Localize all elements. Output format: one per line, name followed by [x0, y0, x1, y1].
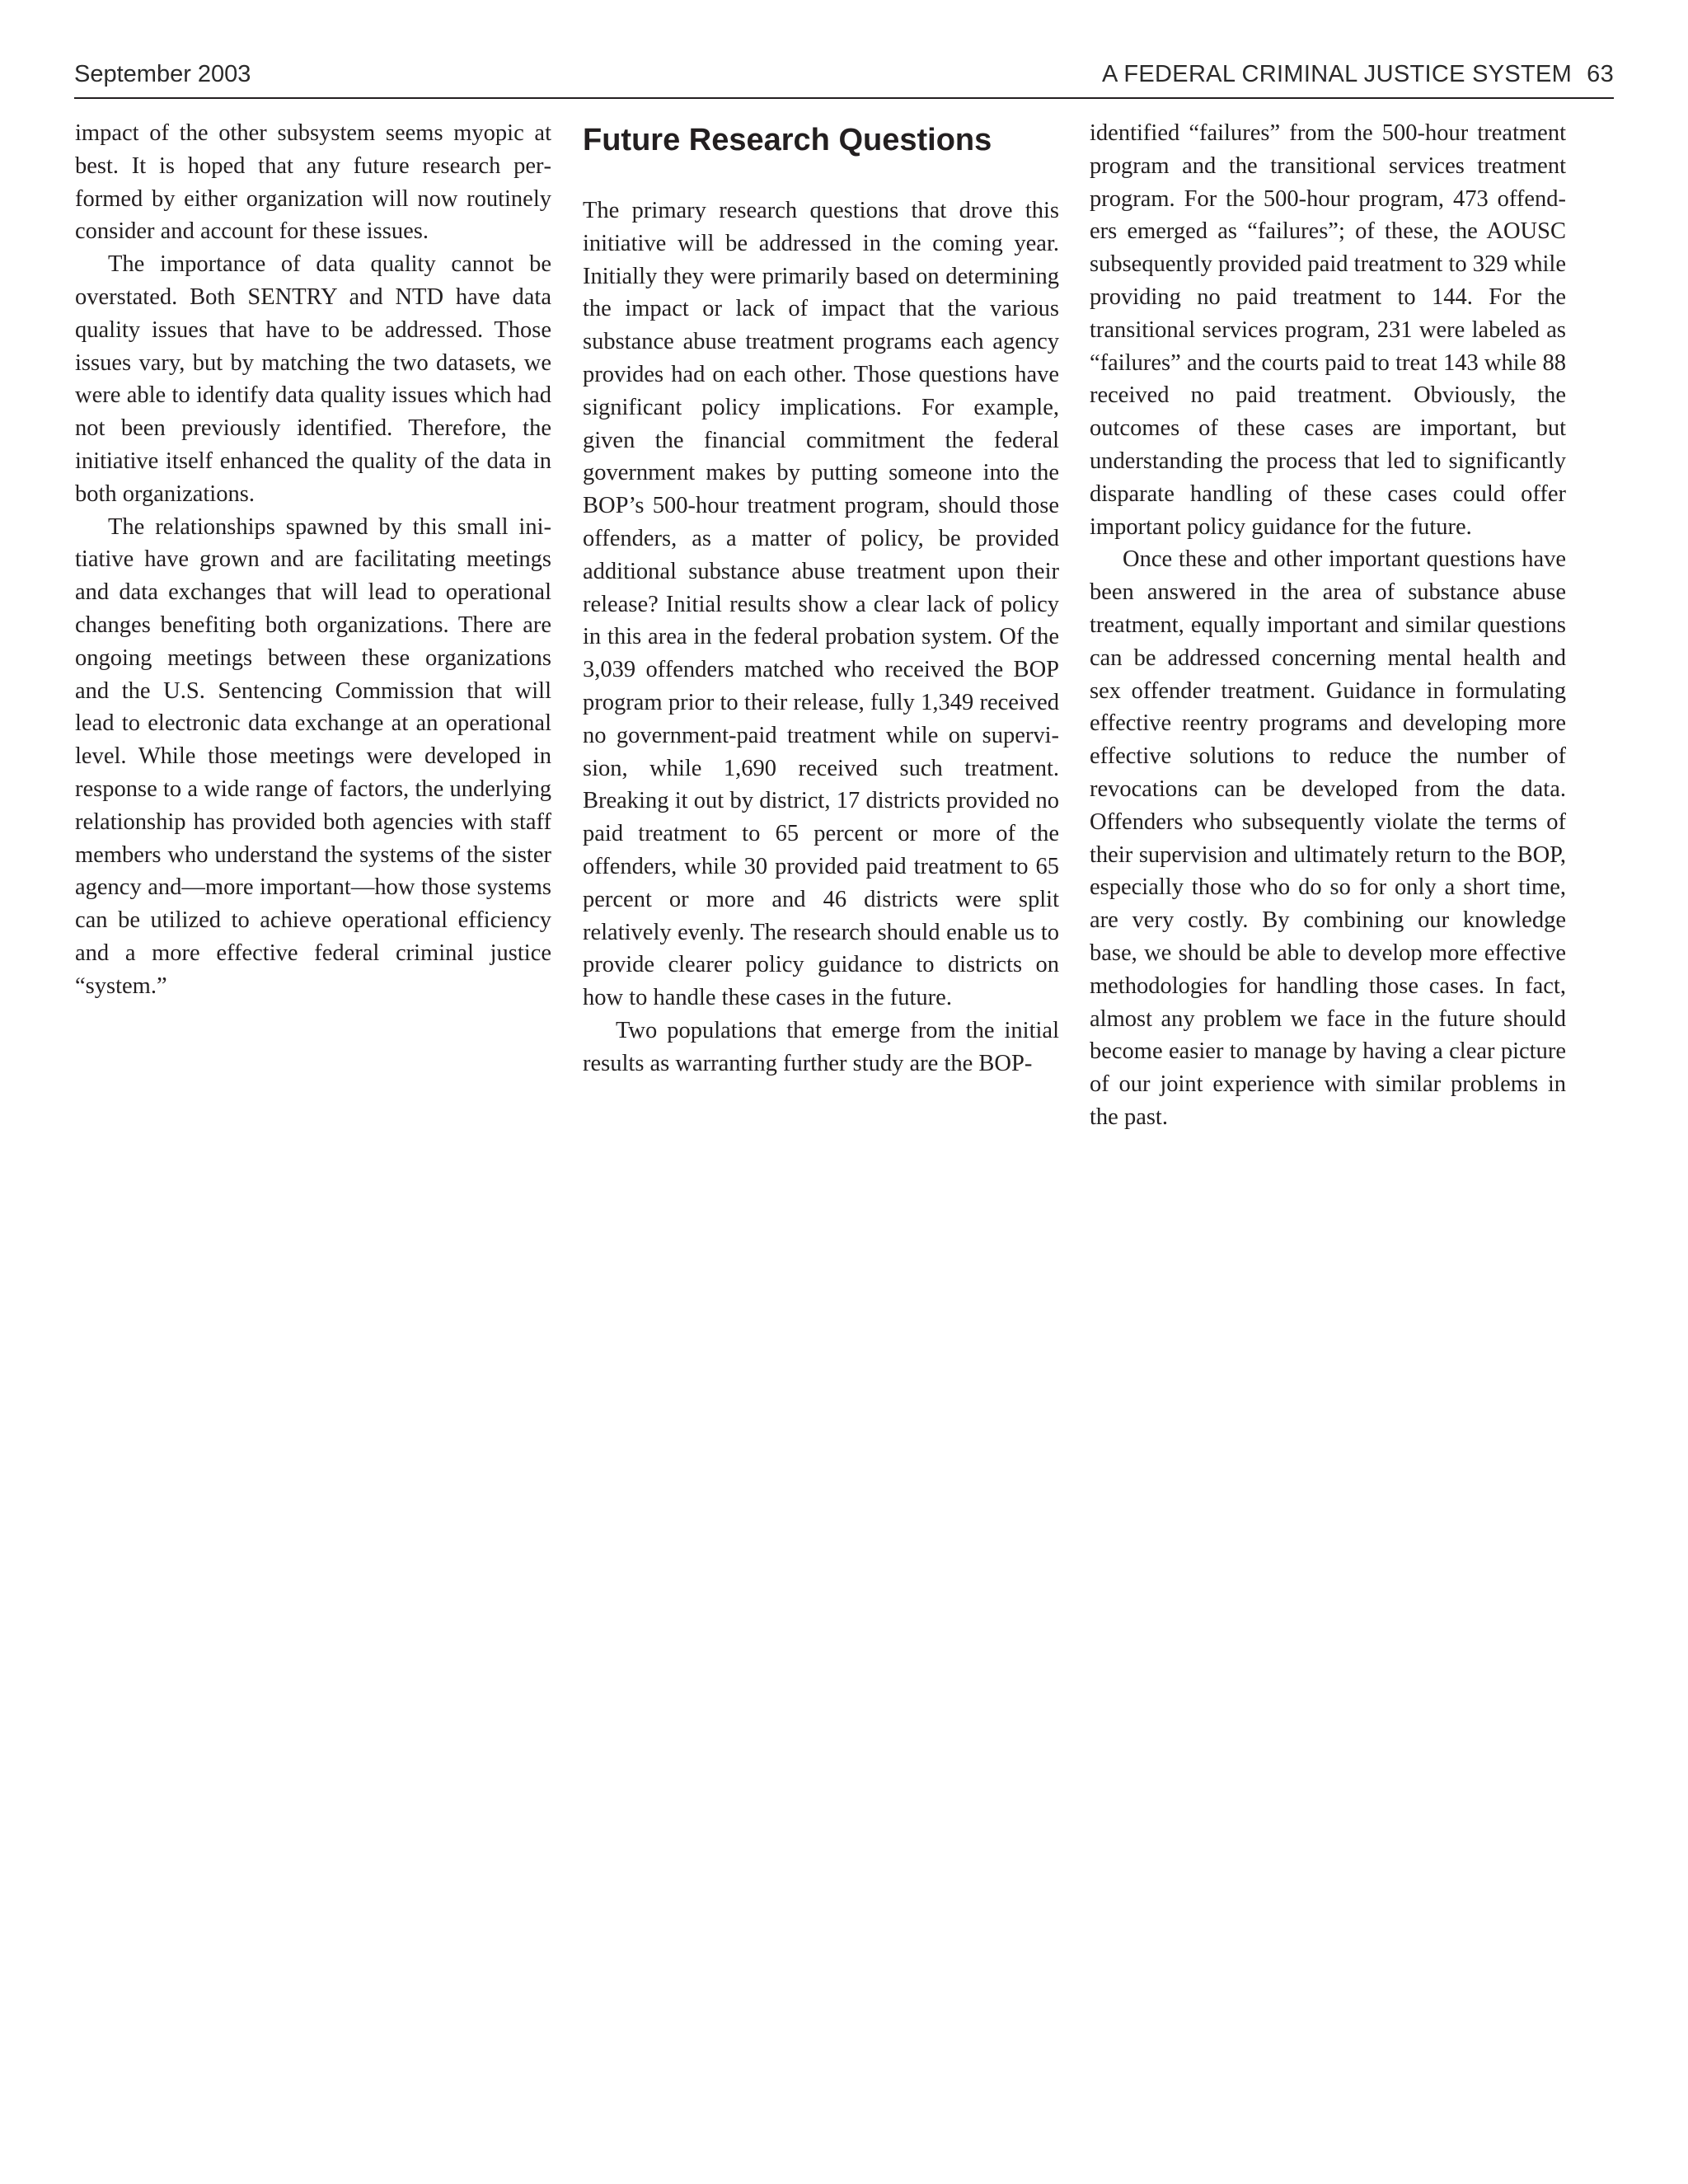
column-2 — [583, 117, 1059, 1080]
page-number: 63 — [1587, 61, 1614, 87]
paragraph: impact of the other subsystem seems myopic at best. It is hoped that any future research performed by either organization will now routinely consider and account for these issues. — [75, 120, 551, 245]
paragraph: The relationships spawned by this small initiative have grown and are facilitating meetings and data exchanges that will lead to operational changes benefiting both organizations. There are ongoing meetings between these organizations and the U.S. Sentencing Commission that will lead to electronic data exchange at an operational level. While those meetings were developed in response to a wide range of factors, the underlying relationship has provided both agencies with staff members who understand the systems of the sister agency and—more important—how those systems can be utilized to achieve operational efficiency and a more effective federal criminal justice “system.” — [75, 513, 551, 999]
running-title: A FEDERAL CRIMINAL JUSTICE SYSTEM — [1102, 61, 1573, 87]
paragraph: Two populations that emerge from the initial results as warranting further study are the BOP- — [583, 1017, 1059, 1076]
running-header — [74, 58, 1614, 99]
paragraph: identified “failures” from the 500-hour treatment program and the transitional services treatment program. For the 500-hour program, 473 offenders emerged as “failures”; of these, the AOUSC subsequently provided paid treatment to 329 while providing no paid treatment to 144. For the transitional services program, 231 were labeled as “failures” and the courts paid to treat 143 while 88 received no paid treatment. Obviously, the outcomes of these cases are important, but understanding the process that led to significantly disparate handling of these cases could offer important policy guidance for the future. — [1090, 120, 1566, 540]
paragraph: Once these and other important questions have been answered in the area of substance abuse treatment, equally important and similar questions can be addressed concerning mental health and sex offender treatment. Guidance in formulating effective reentry programs and developing more effective solutions to reduce the number of revocations can be developed from the data. Offenders who subsequently violate the terms of their supervision and ultimately return to the BOP, especially those who do so for only a short time, are very costly. By combining our knowledge base, we should be able to develop more effective methodologies for handling those cases. In fact, almost any problem we face in the future should become easier to manage by having a clear picture of our joint experience with similar problems in the past. — [1090, 546, 1566, 1130]
paragraph: The importance of data quality cannot be overstated. Both SENTRY and NTD have data quality issues that have to be addressed. Those issues vary, but by matching the two datasets, we were able to identify data quality issues which had not been previously identified. Therefore, the initiative itself enhanced the quality of the data in both organizations. — [75, 251, 551, 507]
section-heading: Future Research Questions — [583, 123, 992, 157]
running-title-group — [1102, 61, 1614, 88]
issue-date: September 2003 — [74, 61, 251, 87]
paragraph: The primary research questions that drove this initiative will be addressed in the coming year. Initially they were primarily based on determining the impact or lack of impact that the various substance abuse treatment programs each agency provides had on each other. Those questions have significant policy implications. For example, given the financial commitment the federal government makes by putting someone into the BOP’s 500-hour treatment program, should those offenders, as a matter of policy, be provided additional substance abuse treatment upon their release? Initial results show a clear lack of policy in this area in the federal probation system. Of the 3,039 offenders matched who received the BOP program prior to their release, fully 1,349 received no government-paid treatment while on supervision, while 1,690 received such treatment. Breaking it out by district, 17 districts provided no paid treatment to 65 percent or more of the offenders, while 30 provided paid treatment to 65 percent or more and 46 districts were split relatively evenly. The research should enable us to provide clearer policy guidance to districts on how to handle these cases in the future. — [583, 198, 1059, 1011]
column-1 — [75, 117, 551, 1003]
column-3 — [1090, 117, 1566, 1134]
